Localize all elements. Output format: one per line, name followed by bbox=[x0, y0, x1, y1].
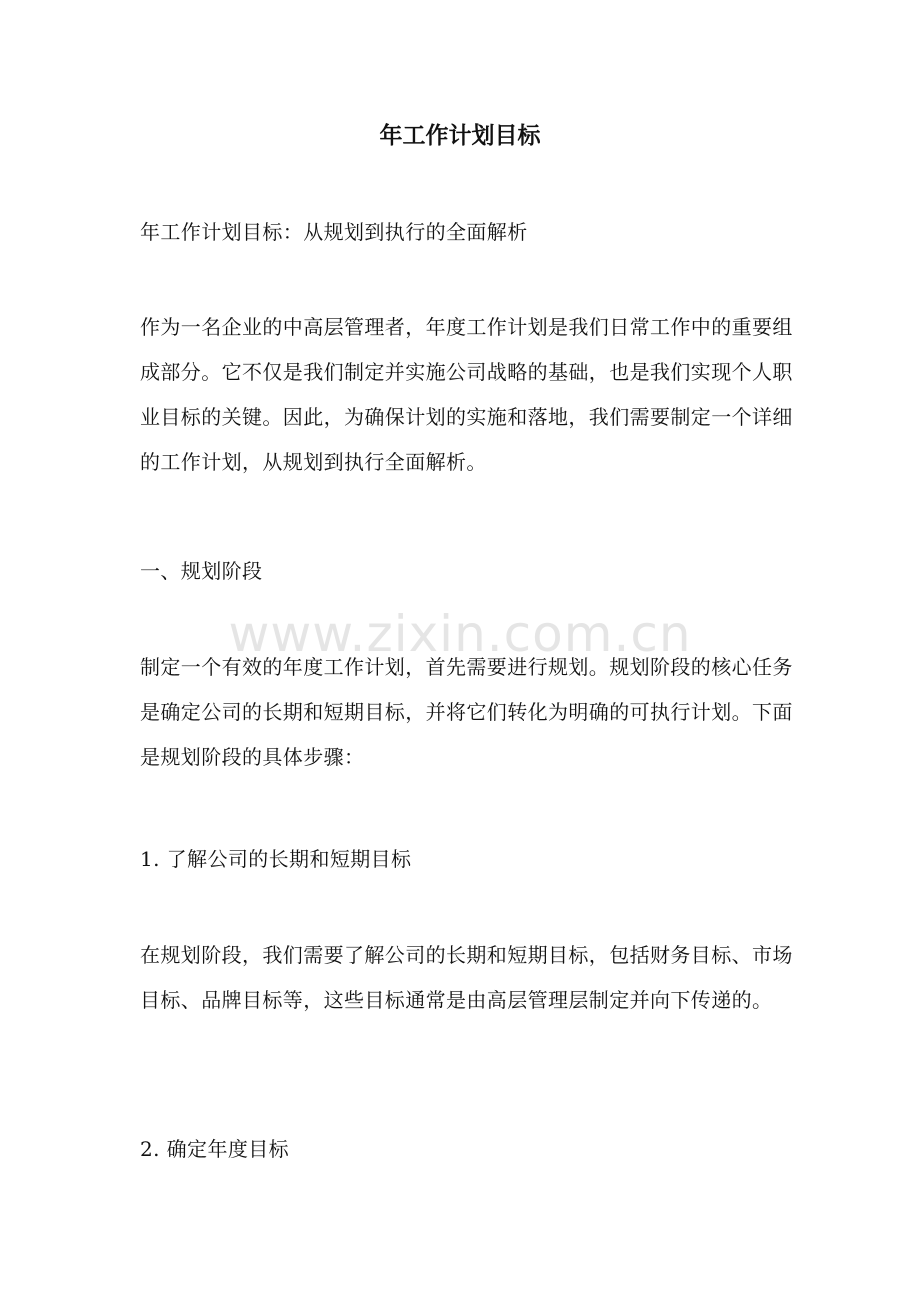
step-heading-1: 1. 了解公司的长期和短期目标 bbox=[140, 847, 412, 871]
planning-intro-paragraph: 制定一个有效的年度工作计划，首先需要进行规划。规划阶段的核心任务是确定公司的长期和短期目标，并将它们转化为明确的可执行计划。下面是规划阶段的具体步骤： bbox=[140, 655, 793, 769]
section-heading-planning: 一、规划阶段 bbox=[140, 559, 263, 583]
watermark-text: www.zixin.com.cn bbox=[228, 605, 692, 663]
document-title: 年工作计划目标 bbox=[379, 123, 541, 149]
step-heading-2: 2. 确定年度目标 bbox=[140, 1137, 290, 1161]
intro-paragraph: 作为一名企业的中高层管理者，年度工作计划是我们日常工作中的重要组成部分。它不仅是我们制定并实施公司战略的基础，也是我们实现个人职业目标的关键。因此，为确保计划的实施和落地，我们需要制定一个详细的工作计划，从规划到执行全面解析。 bbox=[140, 315, 793, 474]
document-subtitle: 年工作计划目标：从规划到执行的全面解析 bbox=[140, 220, 528, 244]
step-1-paragraph: 在规划阶段，我们需要了解公司的长期和短期目标，包括财务目标、市场目标、品牌目标等，这些目标通常是由高层管理层制定并向下传递的。 bbox=[140, 943, 793, 1012]
